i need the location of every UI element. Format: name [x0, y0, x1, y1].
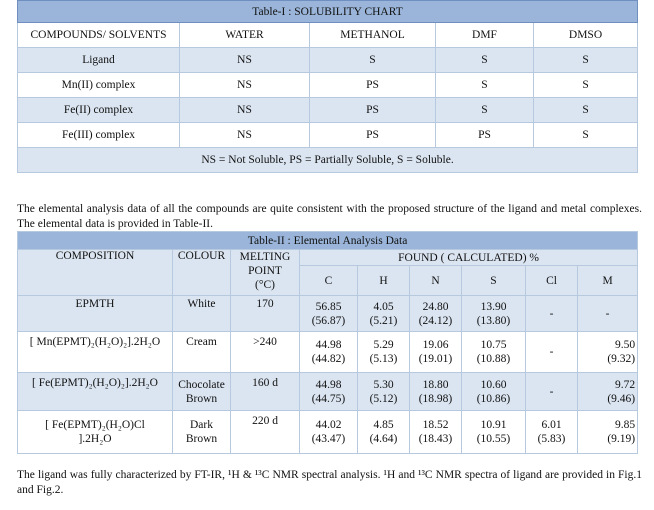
table-row: [18, 332, 638, 373]
value-cell-h: 5.29 (5.13): [358, 332, 410, 373]
element-header-m: M: [578, 266, 638, 296]
composition-cell: EPMTH: [18, 296, 173, 332]
table1-header-row: [18, 23, 638, 48]
composition-cell: [ Fe(EPMT)₂(H₂O)₂].2H₂O: [18, 373, 173, 411]
table-cell: PS: [310, 123, 436, 148]
table-cell: NS: [180, 123, 310, 148]
value-cell-s: 10.91 (10.55): [462, 411, 526, 454]
value-cell-s: 10.60 (10.86): [462, 373, 526, 411]
value-cell-s: 10.75 (10.88): [462, 332, 526, 373]
value-cell-m: 9.72 (9.46): [578, 373, 638, 411]
solubility-table: [17, 0, 638, 173]
elemental-analysis-table: [17, 231, 638, 454]
table1-header-cell: DMF: [436, 23, 534, 48]
table1-caption: Table-I : SOLUBILITY CHART: [18, 1, 638, 23]
paragraph-nmr-characterization: The ligand was fully characterized by FT-IR, ¹H & ¹³C NMR spectral analysis. ¹H and ¹³C NMR spectra of ligand are provided in Fig.1 and Fig.2.: [17, 469, 642, 496]
table-row: [18, 73, 638, 98]
value-cell-n: 18.80 (18.98): [410, 373, 462, 411]
table-cell: Fe(III) complex: [18, 123, 180, 148]
composition-cell: [ Mn(EPMT)₂(H₂O)₂].2H₂O: [18, 332, 173, 373]
value-cell-m: 9.50 (9.32): [578, 332, 638, 373]
table-cell: NS: [180, 48, 310, 73]
table-cell: S: [534, 48, 638, 73]
solubility-legend: NS = Not Soluble, PS = Partially Soluble, S = Soluble.: [18, 148, 638, 173]
value-cell-cl: -: [526, 332, 578, 373]
table-cell: S: [310, 48, 436, 73]
value-cell-h: 4.05 (5.21): [358, 296, 410, 332]
value-cell-cl: -: [526, 296, 578, 332]
table-cell: S: [534, 123, 638, 148]
melting-point-cell: >240: [231, 332, 300, 373]
table-row: [18, 411, 638, 454]
table-row: [18, 48, 638, 73]
table-cell: S: [436, 48, 534, 73]
table-row: [18, 98, 638, 123]
value-cell-c: 44.98 (44.75): [300, 373, 358, 411]
value-cell-n: 19.06 (19.01): [410, 332, 462, 373]
melting-point-header: MELTING POINT (°C): [231, 250, 300, 296]
table-cell: S: [534, 73, 638, 98]
table-row: [18, 373, 638, 411]
table-cell: PS: [310, 98, 436, 123]
table-cell: Ligand: [18, 48, 180, 73]
value-cell-c: 56.85 (56.87): [300, 296, 358, 332]
paragraph-elemental-intro: The elemental analysis data of all the compounds are quite consistent with the proposed structure of the ligand and metal complexes. The elemental data is provided in Table-II.: [17, 203, 642, 230]
element-header-cl: Cl: [526, 266, 578, 296]
value-cell-cl: -: [526, 373, 578, 411]
element-header-s: S: [462, 266, 526, 296]
value-cell-s: 13.90 (13.80): [462, 296, 526, 332]
table-cell: S: [436, 73, 534, 98]
colour-cell: Cream: [173, 332, 231, 373]
table-cell: Fe(II) complex: [18, 98, 180, 123]
colour-cell: Chocolate Brown: [173, 373, 231, 411]
value-cell-c: 44.98 (44.82): [300, 332, 358, 373]
table-cell: NS: [180, 73, 310, 98]
value-cell-cl: 6.01 (5.83): [526, 411, 578, 454]
table-row: [18, 123, 638, 148]
value-cell-c: 44.02 (43.47): [300, 411, 358, 454]
table-cell: Mn(II) complex: [18, 73, 180, 98]
colour-cell: Dark Brown: [173, 411, 231, 454]
table1-header-cell: METHANOL: [310, 23, 436, 48]
composition-cell: [ Fe(EPMT)₂(H₂O)Cl ].2H₂O: [18, 411, 173, 454]
value-cell-n: 24.80 (24.12): [410, 296, 462, 332]
table1-header-cell: WATER: [180, 23, 310, 48]
table1-header-cell: DMSO: [534, 23, 638, 48]
melting-point-cell: 170: [231, 296, 300, 332]
colour-cell: White: [173, 296, 231, 332]
table-cell: PS: [436, 123, 534, 148]
value-cell-h: 5.30 (5.12): [358, 373, 410, 411]
melting-point-cell: 220 d: [231, 411, 300, 454]
value-cell-m: 9.85 (9.19): [578, 411, 638, 454]
table1-header-cell: COMPOUNDS/ SOLVENTS: [18, 23, 180, 48]
composition-header: COMPOSITION: [18, 250, 173, 296]
element-header-h: H: [358, 266, 410, 296]
table-cell: PS: [310, 73, 436, 98]
table-row: [18, 296, 638, 332]
table-cell: S: [534, 98, 638, 123]
value-cell-h: 4.85 (4.64): [358, 411, 410, 454]
element-header-n: N: [410, 266, 462, 296]
melting-point-cell: 160 d: [231, 373, 300, 411]
table-cell: NS: [180, 98, 310, 123]
colour-header: COLOUR: [173, 250, 231, 296]
value-cell-m: -: [578, 296, 638, 332]
table-cell: S: [436, 98, 534, 123]
table2-caption: Table-II : Elemental Analysis Data: [18, 232, 638, 250]
found-calculated-header: FOUND ( CALCULATED) %: [300, 250, 638, 266]
value-cell-n: 18.52 (18.43): [410, 411, 462, 454]
element-header-c: C: [300, 266, 358, 296]
